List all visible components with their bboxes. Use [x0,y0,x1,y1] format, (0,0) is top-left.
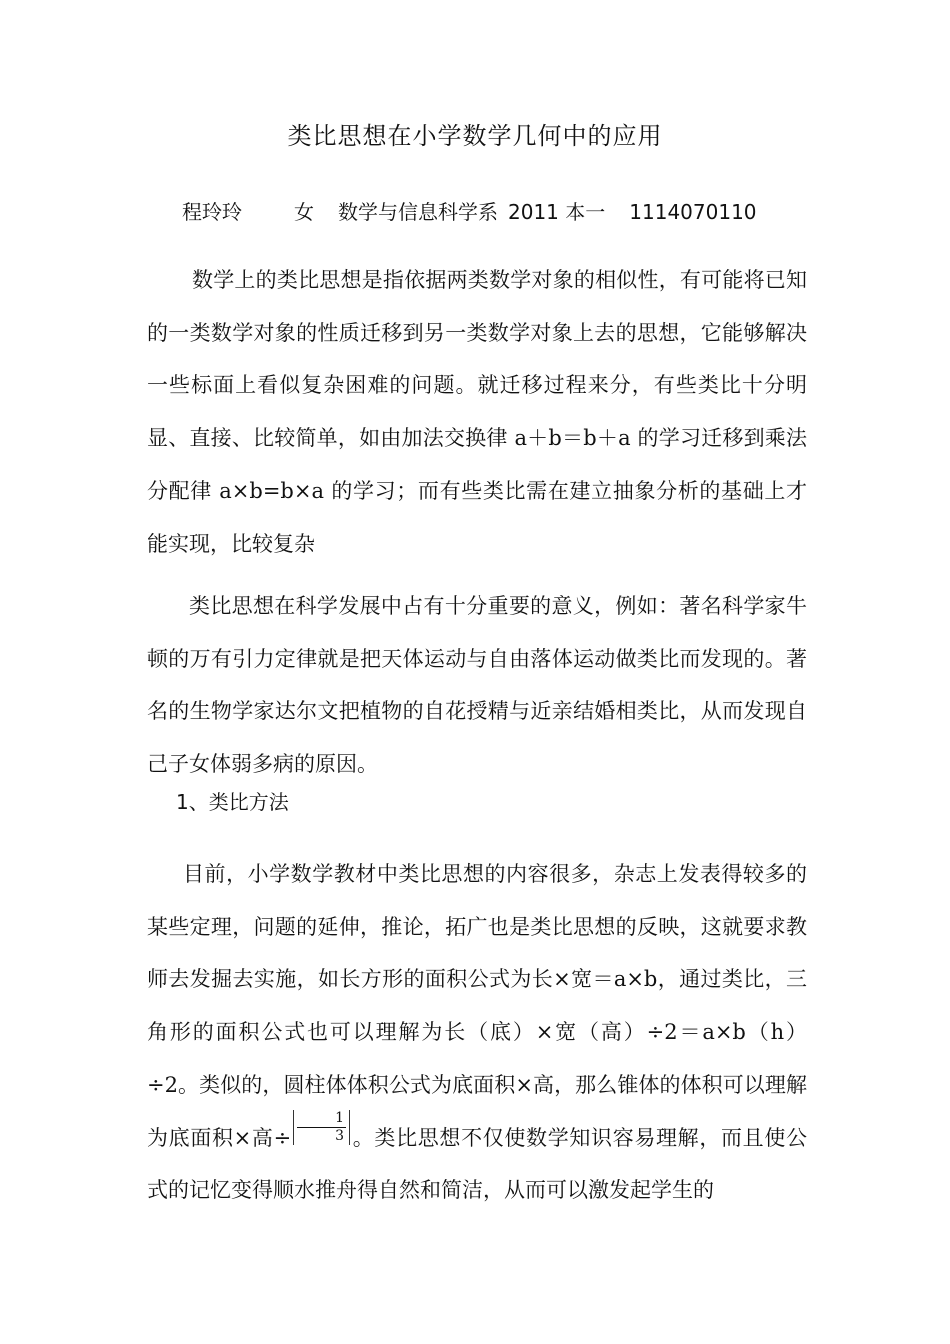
author-line [182,196,757,225]
formulas-text-part2: 。类比思想不仅使数学知识容易理解，而且使公式的记忆变得顺水推舟得自然和简洁，从而可以激发起学生的 [147,1125,807,1203]
author-department: 数学与信息科学系 [338,200,498,224]
fraction-one-third [293,1110,350,1145]
author-gender: 女 [294,200,314,224]
formulas-text-part1: 目前，小学数学教材中类比思想的内容很多，杂志上发表得较多的某些定理，问题的延伸，推论，拓广也是类比思想的反映，这就要求教师去发掘去实施，如长方形的面积公式为长×宽＝a×b，通过类比，三角形的面积公式也可以理解为长（底）×宽（高）÷2＝a×b（h）÷2。类似的，圆柱体体积公式为底面积×高，那么锥体的体积可以理解为底面积×高÷ [147,862,807,1150]
section-heading-analogy-method: 1、类比方法 [176,790,289,814]
paragraph-history: 类比思想在科学发展中占有十分重要的意义，例如：著名科学家牛顿的万有引力定律就是把天体运动与自由落体运动做类比而发现的。著名的生物学家达尔文把植物的自花授精与近亲结婚相类比，从而发现自己子女体弱多病的原因。 [147,594,807,777]
paragraph-intro: 数学上的类比思想是指依据两类数学对象的相似性，有可能将已知的一类数学对象的性质迁移到另一类数学对象上去的思想，它能够解决一些标面上看似复杂困难的问题。就迁移过程来分，有些类比十分明显、直接、比较简单，如由加法交换律 a＋b＝b＋a 的学习迁移到乘法分配律 a×b=b×a 的学习；而有些类比需在建立抽象分析的基础上才能实现，比较复杂 [147,268,807,556]
author-name: 程玲玲 [182,200,242,224]
fraction-numerator: 1 [297,1110,346,1128]
paragraph-formulas [147,848,807,1217]
author-class: 2011 本一 [508,200,606,224]
author-student-id: 1114070110 [629,200,757,224]
fraction-denominator: 3 [335,1127,345,1144]
document-title: 类比思想在小学数学几何中的应用 [287,122,663,150]
